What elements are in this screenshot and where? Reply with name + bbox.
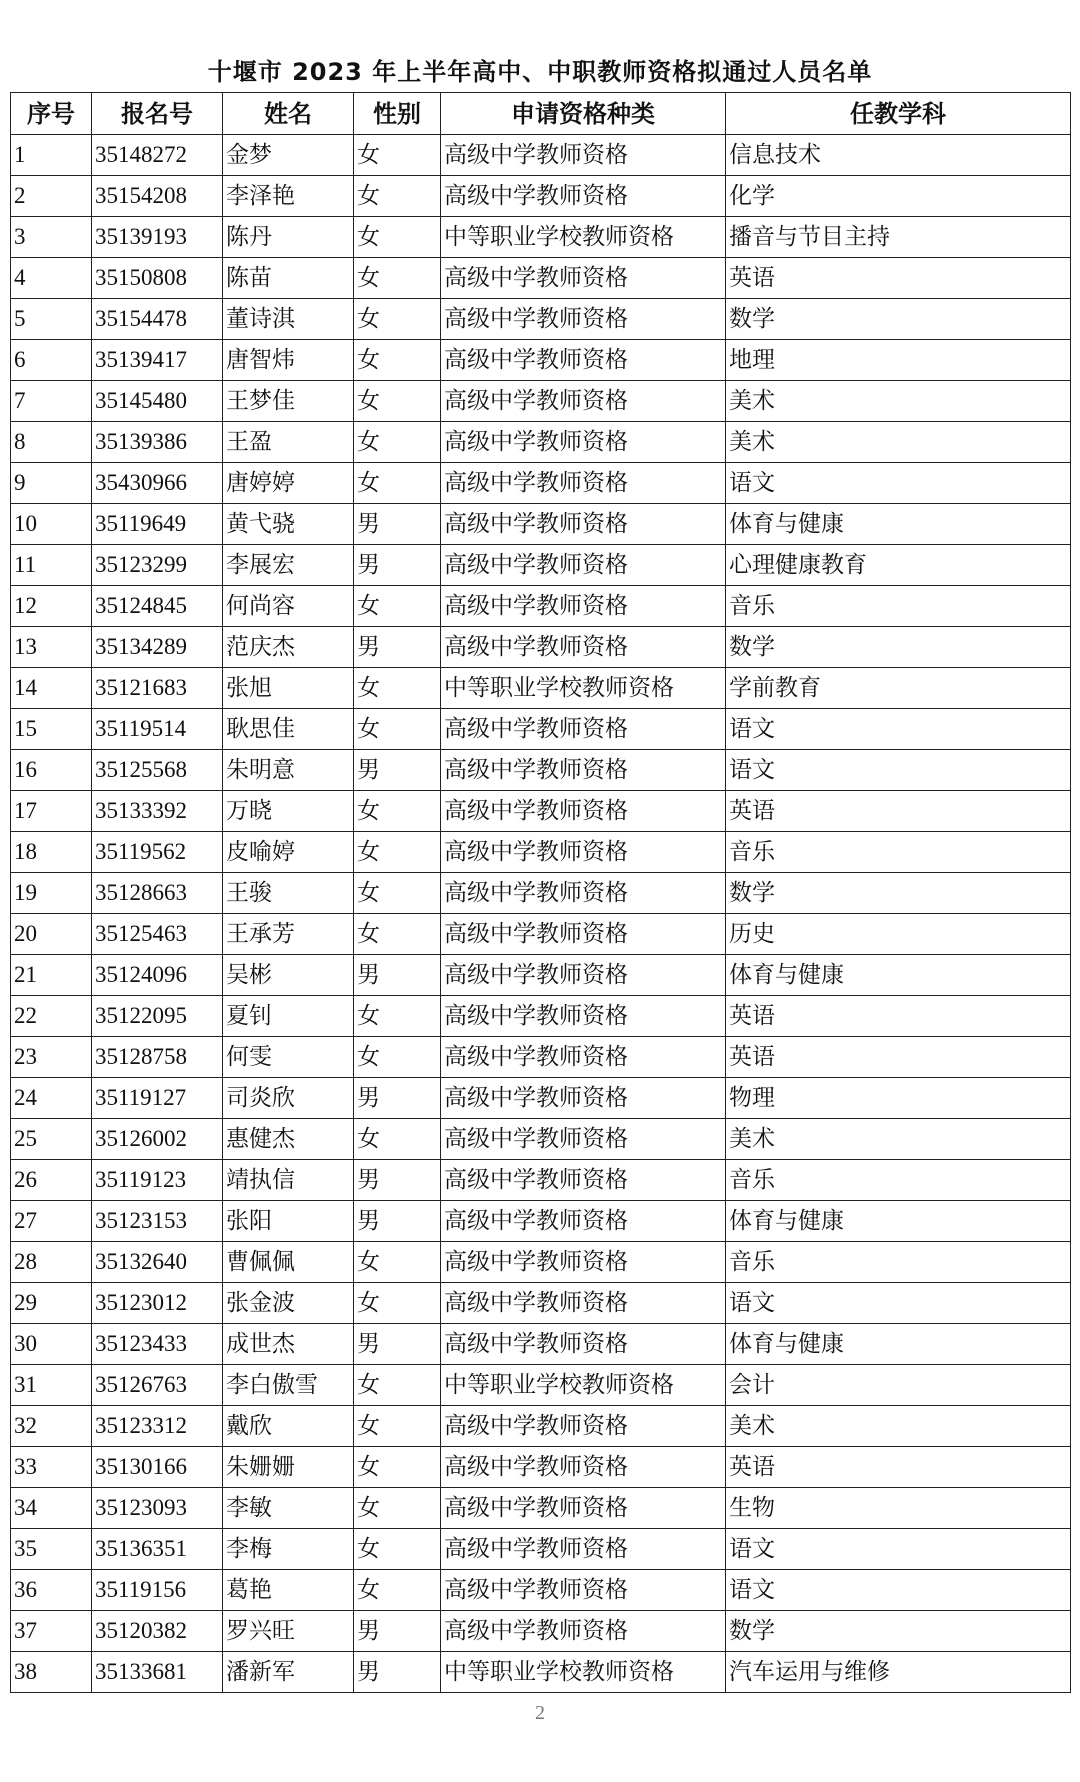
cell-subject: 音乐 bbox=[726, 1242, 1071, 1283]
cell-name: 司炎欣 bbox=[223, 1078, 354, 1119]
cell-seq: 13 bbox=[11, 627, 92, 668]
cell-name: 李敏 bbox=[223, 1488, 354, 1529]
cell-reg-no: 35123312 bbox=[92, 1406, 223, 1447]
cell-reg-no: 35126763 bbox=[92, 1365, 223, 1406]
cell-seq: 37 bbox=[11, 1611, 92, 1652]
cell-subject: 数学 bbox=[726, 627, 1071, 668]
cell-subject: 语文 bbox=[726, 709, 1071, 750]
cell-subject: 语文 bbox=[726, 1570, 1071, 1611]
table-row bbox=[11, 1611, 1071, 1652]
cell-name: 唐智炜 bbox=[223, 340, 354, 381]
cell-name: 唐婷婷 bbox=[223, 463, 354, 504]
cell-reg-no: 35154478 bbox=[92, 299, 223, 340]
cell-gender: 女 bbox=[354, 1365, 441, 1406]
cell-seq: 16 bbox=[11, 750, 92, 791]
cell-cert-type: 高级中学教师资格 bbox=[441, 1283, 726, 1324]
cell-cert-type: 高级中学教师资格 bbox=[441, 1119, 726, 1160]
cell-seq: 3 bbox=[11, 217, 92, 258]
table-row bbox=[11, 627, 1071, 668]
table-row bbox=[11, 176, 1071, 217]
cell-seq: 29 bbox=[11, 1283, 92, 1324]
cell-subject: 音乐 bbox=[726, 1160, 1071, 1201]
cell-gender: 男 bbox=[354, 627, 441, 668]
cell-subject: 美术 bbox=[726, 1406, 1071, 1447]
cell-reg-no: 35119562 bbox=[92, 832, 223, 873]
cell-subject: 体育与健康 bbox=[726, 955, 1071, 996]
cell-cert-type: 高级中学教师资格 bbox=[441, 832, 726, 873]
table-row bbox=[11, 299, 1071, 340]
cell-name: 李泽艳 bbox=[223, 176, 354, 217]
cell-gender: 女 bbox=[354, 135, 441, 176]
cell-reg-no: 35123093 bbox=[92, 1488, 223, 1529]
cell-name: 张阳 bbox=[223, 1201, 354, 1242]
cell-seq: 5 bbox=[11, 299, 92, 340]
cell-cert-type: 高级中学教师资格 bbox=[441, 422, 726, 463]
cell-seq: 30 bbox=[11, 1324, 92, 1365]
cell-seq: 1 bbox=[11, 135, 92, 176]
cell-name: 曹佩佩 bbox=[223, 1242, 354, 1283]
cell-cert-type: 高级中学教师资格 bbox=[441, 258, 726, 299]
cell-seq: 2 bbox=[11, 176, 92, 217]
cell-name: 戴欣 bbox=[223, 1406, 354, 1447]
cell-reg-no: 35154208 bbox=[92, 176, 223, 217]
cell-gender: 男 bbox=[354, 1160, 441, 1201]
cell-name: 金梦 bbox=[223, 135, 354, 176]
table-row bbox=[11, 1447, 1071, 1488]
cell-subject: 语文 bbox=[726, 750, 1071, 791]
document-title: 十堰市 2023 年上半年高中、中职教师资格拟通过人员名单 bbox=[207, 58, 873, 86]
cell-seq: 25 bbox=[11, 1119, 92, 1160]
table-row bbox=[11, 422, 1071, 463]
cell-cert-type: 高级中学教师资格 bbox=[441, 873, 726, 914]
cell-gender: 女 bbox=[354, 668, 441, 709]
cell-subject: 语文 bbox=[726, 1283, 1071, 1324]
table-row bbox=[11, 1324, 1071, 1365]
cell-subject: 数学 bbox=[726, 1611, 1071, 1652]
cell-subject: 美术 bbox=[726, 422, 1071, 463]
table-row bbox=[11, 1283, 1071, 1324]
cell-gender: 男 bbox=[354, 955, 441, 996]
cell-seq: 35 bbox=[11, 1529, 92, 1570]
cell-reg-no: 35139193 bbox=[92, 217, 223, 258]
cell-seq: 32 bbox=[11, 1406, 92, 1447]
cell-reg-no: 35148272 bbox=[92, 135, 223, 176]
cell-gender: 女 bbox=[354, 832, 441, 873]
cell-reg-no: 35125463 bbox=[92, 914, 223, 955]
cell-subject: 汽车运用与维修 bbox=[726, 1652, 1071, 1693]
cell-subject: 美术 bbox=[726, 381, 1071, 422]
cell-cert-type: 高级中学教师资格 bbox=[441, 381, 726, 422]
cell-seq: 31 bbox=[11, 1365, 92, 1406]
cell-cert-type: 中等职业学校教师资格 bbox=[441, 217, 726, 258]
cell-cert-type: 高级中学教师资格 bbox=[441, 750, 726, 791]
cell-subject: 语文 bbox=[726, 1529, 1071, 1570]
table-row bbox=[11, 832, 1071, 873]
cell-gender: 女 bbox=[354, 791, 441, 832]
cell-subject: 数学 bbox=[726, 873, 1071, 914]
cell-cert-type: 高级中学教师资格 bbox=[441, 1611, 726, 1652]
cell-cert-type: 高级中学教师资格 bbox=[441, 504, 726, 545]
cell-cert-type: 高级中学教师资格 bbox=[441, 1447, 726, 1488]
cell-name: 范庆杰 bbox=[223, 627, 354, 668]
cell-name: 皮喻婷 bbox=[223, 832, 354, 873]
cell-name: 成世杰 bbox=[223, 1324, 354, 1365]
cell-reg-no: 35139417 bbox=[92, 340, 223, 381]
cell-subject: 物理 bbox=[726, 1078, 1071, 1119]
cell-gender: 女 bbox=[354, 1447, 441, 1488]
cell-reg-no: 35128758 bbox=[92, 1037, 223, 1078]
cell-cert-type: 高级中学教师资格 bbox=[441, 791, 726, 832]
cell-gender: 女 bbox=[354, 1488, 441, 1529]
table-row bbox=[11, 1201, 1071, 1242]
cell-gender: 女 bbox=[354, 176, 441, 217]
cell-gender: 女 bbox=[354, 381, 441, 422]
cell-cert-type: 中等职业学校教师资格 bbox=[441, 668, 726, 709]
cell-cert-type: 高级中学教师资格 bbox=[441, 1242, 726, 1283]
cell-seq: 17 bbox=[11, 791, 92, 832]
cell-cert-type: 高级中学教师资格 bbox=[441, 709, 726, 750]
table-body bbox=[11, 135, 1071, 1693]
cell-reg-no: 35123433 bbox=[92, 1324, 223, 1365]
table-row bbox=[11, 996, 1071, 1037]
cell-reg-no: 35119127 bbox=[92, 1078, 223, 1119]
cell-name: 张金波 bbox=[223, 1283, 354, 1324]
cell-gender: 女 bbox=[354, 1037, 441, 1078]
header-cert-type: 申请资格种类 bbox=[441, 93, 726, 135]
candidate-table bbox=[10, 92, 1071, 1693]
cell-seq: 22 bbox=[11, 996, 92, 1037]
cell-reg-no: 35145480 bbox=[92, 381, 223, 422]
cell-subject: 信息技术 bbox=[726, 135, 1071, 176]
cell-cert-type: 高级中学教师资格 bbox=[441, 1201, 726, 1242]
table-row bbox=[11, 1529, 1071, 1570]
cell-cert-type: 中等职业学校教师资格 bbox=[441, 1652, 726, 1693]
cell-name: 朱明意 bbox=[223, 750, 354, 791]
cell-subject: 英语 bbox=[726, 1037, 1071, 1078]
cell-seq: 14 bbox=[11, 668, 92, 709]
cell-name: 靖执信 bbox=[223, 1160, 354, 1201]
cell-gender: 男 bbox=[354, 545, 441, 586]
cell-cert-type: 高级中学教师资格 bbox=[441, 1488, 726, 1529]
cell-gender: 女 bbox=[354, 996, 441, 1037]
cell-reg-no: 35123012 bbox=[92, 1283, 223, 1324]
cell-name: 惠健杰 bbox=[223, 1119, 354, 1160]
cell-subject: 音乐 bbox=[726, 832, 1071, 873]
table-row bbox=[11, 668, 1071, 709]
cell-reg-no: 35124096 bbox=[92, 955, 223, 996]
cell-name: 董诗淇 bbox=[223, 299, 354, 340]
cell-reg-no: 35120382 bbox=[92, 1611, 223, 1652]
cell-name: 潘新军 bbox=[223, 1652, 354, 1693]
table-row bbox=[11, 1652, 1071, 1693]
cell-subject: 播音与节目主持 bbox=[726, 217, 1071, 258]
cell-subject: 心理健康教育 bbox=[726, 545, 1071, 586]
cell-gender: 女 bbox=[354, 1283, 441, 1324]
table-row bbox=[11, 1160, 1071, 1201]
table-row bbox=[11, 1365, 1071, 1406]
cell-cert-type: 高级中学教师资格 bbox=[441, 1037, 726, 1078]
cell-cert-type: 高级中学教师资格 bbox=[441, 463, 726, 504]
table-row bbox=[11, 791, 1071, 832]
cell-name: 王承芳 bbox=[223, 914, 354, 955]
cell-seq: 12 bbox=[11, 586, 92, 627]
cell-cert-type: 高级中学教师资格 bbox=[441, 1078, 726, 1119]
cell-reg-no: 35121683 bbox=[92, 668, 223, 709]
cell-gender: 女 bbox=[354, 340, 441, 381]
cell-reg-no: 35123153 bbox=[92, 1201, 223, 1242]
header-seq: 序号 bbox=[11, 93, 92, 135]
table-header-row bbox=[11, 93, 1071, 135]
cell-seq: 6 bbox=[11, 340, 92, 381]
cell-cert-type: 高级中学教师资格 bbox=[441, 135, 726, 176]
cell-gender: 男 bbox=[354, 1324, 441, 1365]
cell-gender: 女 bbox=[354, 914, 441, 955]
cell-reg-no: 35128663 bbox=[92, 873, 223, 914]
cell-subject: 音乐 bbox=[726, 586, 1071, 627]
table-row bbox=[11, 873, 1071, 914]
cell-reg-no: 35119649 bbox=[92, 504, 223, 545]
cell-seq: 21 bbox=[11, 955, 92, 996]
cell-gender: 女 bbox=[354, 709, 441, 750]
table-row bbox=[11, 1570, 1071, 1611]
cell-seq: 34 bbox=[11, 1488, 92, 1529]
cell-reg-no: 35130166 bbox=[92, 1447, 223, 1488]
cell-cert-type: 高级中学教师资格 bbox=[441, 996, 726, 1037]
cell-gender: 女 bbox=[354, 422, 441, 463]
table-row bbox=[11, 1119, 1071, 1160]
table-row bbox=[11, 955, 1071, 996]
cell-reg-no: 35132640 bbox=[92, 1242, 223, 1283]
cell-cert-type: 中等职业学校教师资格 bbox=[441, 1365, 726, 1406]
cell-cert-type: 高级中学教师资格 bbox=[441, 914, 726, 955]
cell-cert-type: 高级中学教师资格 bbox=[441, 340, 726, 381]
cell-name: 李梅 bbox=[223, 1529, 354, 1570]
cell-seq: 9 bbox=[11, 463, 92, 504]
cell-gender: 男 bbox=[354, 1611, 441, 1652]
cell-seq: 24 bbox=[11, 1078, 92, 1119]
cell-gender: 女 bbox=[354, 586, 441, 627]
table-row bbox=[11, 1406, 1071, 1447]
cell-cert-type: 高级中学教师资格 bbox=[441, 1160, 726, 1201]
cell-name: 黄弋骁 bbox=[223, 504, 354, 545]
cell-name: 朱姗姗 bbox=[223, 1447, 354, 1488]
cell-reg-no: 35124845 bbox=[92, 586, 223, 627]
cell-cert-type: 高级中学教师资格 bbox=[441, 1406, 726, 1447]
cell-gender: 男 bbox=[354, 1078, 441, 1119]
cell-subject: 体育与健康 bbox=[726, 1201, 1071, 1242]
cell-reg-no: 35133681 bbox=[92, 1652, 223, 1693]
cell-gender: 女 bbox=[354, 1119, 441, 1160]
cell-name: 李展宏 bbox=[223, 545, 354, 586]
cell-gender: 女 bbox=[354, 463, 441, 504]
cell-name: 李白傲雪 bbox=[223, 1365, 354, 1406]
cell-reg-no: 35430966 bbox=[92, 463, 223, 504]
cell-gender: 男 bbox=[354, 750, 441, 791]
cell-gender: 女 bbox=[354, 217, 441, 258]
cell-name: 陈丹 bbox=[223, 217, 354, 258]
table-row bbox=[11, 709, 1071, 750]
cell-seq: 8 bbox=[11, 422, 92, 463]
cell-reg-no: 35150808 bbox=[92, 258, 223, 299]
cell-name: 王盈 bbox=[223, 422, 354, 463]
cell-cert-type: 高级中学教师资格 bbox=[441, 299, 726, 340]
cell-reg-no: 35123299 bbox=[92, 545, 223, 586]
table-row bbox=[11, 135, 1071, 176]
cell-seq: 7 bbox=[11, 381, 92, 422]
cell-seq: 4 bbox=[11, 258, 92, 299]
cell-name: 吴彬 bbox=[223, 955, 354, 996]
table-row bbox=[11, 258, 1071, 299]
cell-name: 葛艳 bbox=[223, 1570, 354, 1611]
table-row bbox=[11, 463, 1071, 504]
cell-seq: 10 bbox=[11, 504, 92, 545]
cell-cert-type: 高级中学教师资格 bbox=[441, 627, 726, 668]
cell-gender: 女 bbox=[354, 258, 441, 299]
header-reg-no: 报名号 bbox=[92, 93, 223, 135]
cell-cert-type: 高级中学教师资格 bbox=[441, 1324, 726, 1365]
header-gender: 性别 bbox=[354, 93, 441, 135]
cell-cert-type: 高级中学教师资格 bbox=[441, 176, 726, 217]
cell-name: 王梦佳 bbox=[223, 381, 354, 422]
cell-seq: 19 bbox=[11, 873, 92, 914]
table-row bbox=[11, 504, 1071, 545]
cell-reg-no: 35119123 bbox=[92, 1160, 223, 1201]
cell-subject: 英语 bbox=[726, 1447, 1071, 1488]
cell-cert-type: 高级中学教师资格 bbox=[441, 1570, 726, 1611]
cell-reg-no: 35125568 bbox=[92, 750, 223, 791]
cell-gender: 女 bbox=[354, 1242, 441, 1283]
table-row bbox=[11, 1488, 1071, 1529]
cell-subject: 体育与健康 bbox=[726, 1324, 1071, 1365]
cell-subject: 历史 bbox=[726, 914, 1071, 955]
cell-reg-no: 35133392 bbox=[92, 791, 223, 832]
cell-name: 王骏 bbox=[223, 873, 354, 914]
table-row bbox=[11, 1078, 1071, 1119]
table-row bbox=[11, 217, 1071, 258]
table-row bbox=[11, 914, 1071, 955]
page-number: 2 bbox=[535, 1702, 545, 1724]
table-row bbox=[11, 1037, 1071, 1078]
cell-gender: 女 bbox=[354, 1529, 441, 1570]
cell-reg-no: 35126002 bbox=[92, 1119, 223, 1160]
cell-seq: 20 bbox=[11, 914, 92, 955]
cell-subject: 语文 bbox=[726, 463, 1071, 504]
cell-gender: 女 bbox=[354, 299, 441, 340]
table-row bbox=[11, 381, 1071, 422]
cell-name: 张旭 bbox=[223, 668, 354, 709]
cell-name: 何尚容 bbox=[223, 586, 354, 627]
cell-cert-type: 高级中学教师资格 bbox=[441, 1529, 726, 1570]
table-row bbox=[11, 586, 1071, 627]
cell-seq: 18 bbox=[11, 832, 92, 873]
cell-seq: 26 bbox=[11, 1160, 92, 1201]
cell-gender: 女 bbox=[354, 1406, 441, 1447]
cell-name: 万晓 bbox=[223, 791, 354, 832]
cell-subject: 生物 bbox=[726, 1488, 1071, 1529]
cell-reg-no: 35139386 bbox=[92, 422, 223, 463]
cell-seq: 23 bbox=[11, 1037, 92, 1078]
cell-seq: 11 bbox=[11, 545, 92, 586]
cell-name: 何雯 bbox=[223, 1037, 354, 1078]
cell-subject: 体育与健康 bbox=[726, 504, 1071, 545]
table-row bbox=[11, 1242, 1071, 1283]
cell-gender: 男 bbox=[354, 1652, 441, 1693]
cell-subject: 地理 bbox=[726, 340, 1071, 381]
header-subject: 任教学科 bbox=[726, 93, 1071, 135]
cell-subject: 英语 bbox=[726, 258, 1071, 299]
cell-subject: 英语 bbox=[726, 791, 1071, 832]
cell-subject: 会计 bbox=[726, 1365, 1071, 1406]
cell-seq: 36 bbox=[11, 1570, 92, 1611]
cell-gender: 男 bbox=[354, 1201, 441, 1242]
cell-seq: 38 bbox=[11, 1652, 92, 1693]
header-name: 姓名 bbox=[223, 93, 354, 135]
cell-gender: 女 bbox=[354, 873, 441, 914]
table-row bbox=[11, 545, 1071, 586]
cell-reg-no: 35119156 bbox=[92, 1570, 223, 1611]
cell-gender: 女 bbox=[354, 1570, 441, 1611]
table-row bbox=[11, 340, 1071, 381]
cell-reg-no: 35119514 bbox=[92, 709, 223, 750]
cell-cert-type: 高级中学教师资格 bbox=[441, 545, 726, 586]
cell-subject: 化学 bbox=[726, 176, 1071, 217]
cell-cert-type: 高级中学教师资格 bbox=[441, 586, 726, 627]
cell-name: 耿思佳 bbox=[223, 709, 354, 750]
cell-subject: 英语 bbox=[726, 996, 1071, 1037]
cell-seq: 28 bbox=[11, 1242, 92, 1283]
cell-name: 陈苗 bbox=[223, 258, 354, 299]
table-row bbox=[11, 750, 1071, 791]
cell-subject: 美术 bbox=[726, 1119, 1071, 1160]
cell-seq: 33 bbox=[11, 1447, 92, 1488]
cell-name: 罗兴旺 bbox=[223, 1611, 354, 1652]
cell-gender: 男 bbox=[354, 504, 441, 545]
cell-reg-no: 35122095 bbox=[92, 996, 223, 1037]
cell-reg-no: 35134289 bbox=[92, 627, 223, 668]
cell-subject: 数学 bbox=[726, 299, 1071, 340]
cell-name: 夏钊 bbox=[223, 996, 354, 1037]
cell-seq: 27 bbox=[11, 1201, 92, 1242]
cell-reg-no: 35136351 bbox=[92, 1529, 223, 1570]
cell-seq: 15 bbox=[11, 709, 92, 750]
cell-subject: 学前教育 bbox=[726, 668, 1071, 709]
cell-cert-type: 高级中学教师资格 bbox=[441, 955, 726, 996]
